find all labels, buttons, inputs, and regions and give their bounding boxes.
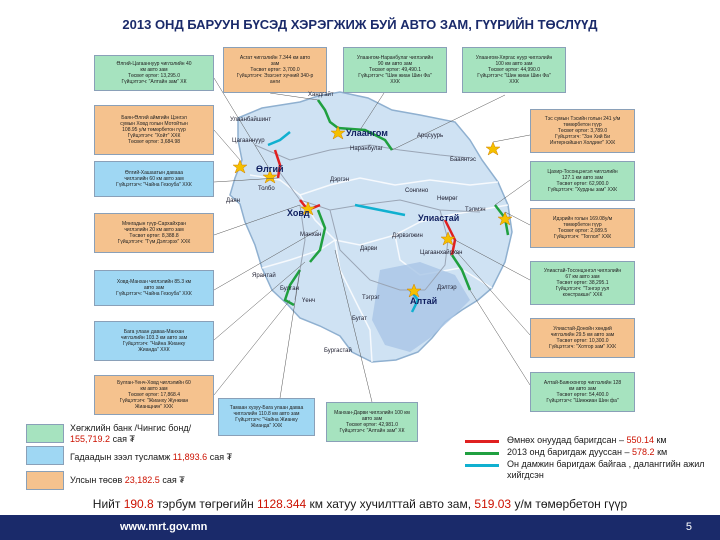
city-label: Ховд xyxy=(287,208,310,218)
place-label: Булган xyxy=(280,286,299,292)
project-box-uliastai-tosontsengel: Улиастай-Тосонцэнгэл чиглэлийн 67 км авто зам Төсвөт өртөг: 38,295.1 Гүйцэтгэгч: "Тэнгэр уул констракшн" ХХК xyxy=(530,261,635,305)
city-label: Өлгий xyxy=(256,164,284,174)
project-box-tamaan-khuzuu: Тамаан хузуу-Бага улаан даваа чиглэлийн 110.8 км авто зам Гүйцэтгэгч: "Чайна Жианку Жианда" ХХК xyxy=(218,398,315,436)
project-box-mankhan-darvi: Манхан-Дарви чиглэлийн 100 км авто зам Төсвөт өртөг: 42,981.0 Гүйцэтгэгч: "Алтайн зам" ХК xyxy=(326,402,418,442)
place-label: Хандгайт xyxy=(308,92,334,98)
place-label: Дэрвэлжин xyxy=(392,233,423,239)
place-label: Дэлтэр xyxy=(437,285,457,291)
place-label: Арцсуурь xyxy=(417,133,444,139)
project-box-altai-bayankhongor: Алтай-Баянхонгор чиглэлийн 128 км авто зам Төсвөт өртөг: 54,400.0 Гүйцэтгэгч: "Шинжиан Шин фа" xyxy=(530,372,635,412)
project-box-khovd-mankhan: Ховд-Манхан чиглэлийн 85.3 км авто зам Гүйцэтгэгч: "Чайна Гезоуба" ХХК xyxy=(94,270,214,306)
project-box-motoit-bridge: Баян-Өлгий аймгийн Цэнгэл сумын Ховд голын Мотойтын 108.95 у/м төмөрбетон гүүр Гүйцэтгэгч: "Хойт" ХХК Төсвөт өртөг: 3,684.98 xyxy=(94,105,214,155)
project-box-asgat: Асгат чиглэлийн 7.344 км авто зам Төсвөт өртөг: 3,700.0 Гүйцэтгэгч: Эзэгэнт хүчний 340-р анги xyxy=(223,47,327,93)
place-label: Бугат xyxy=(352,316,367,322)
place-label: Сонгино xyxy=(405,188,429,194)
place-label: Бааянтэс xyxy=(450,157,476,163)
project-box-ulaangom-khyargas: Улаангом-Хяргас нуур чиглэлийн 100 км авто зам Төсвөт өртөг: 44,990.0 Гүйцэтгэгч: "Шин жиан Шин Фа" ХХК xyxy=(462,47,566,93)
place-label: Тэлмэн xyxy=(465,207,486,213)
page-number: 5 xyxy=(685,521,692,533)
place-label: Тэгрэг xyxy=(362,295,380,301)
project-box-bulgan-uench-khovd: Булган-Үенч-Ховд чиглэлийн 60 км авто зам Төсвөт өртөг: 17,868.4 Гүйцэтгэгч: "Жианху Жункиан Жианщнин" ХХК xyxy=(94,375,214,415)
page-title: 2013 ОНД БАРУУН БҮСЭД ХЭРЭГЖИЖ БУЙ АВТО ЗАМ, ГҮҮРИЙН ТӨСЛҮҮД xyxy=(122,17,598,32)
place-label: Манхан xyxy=(300,232,322,238)
project-box-tes-bridge: Тэс сумын Тэсийн голын 241 у/м төмөрбетон гүүр Төсвөт өртөг: 3,789.0 Гүйцэтгэгч: "Зэн Хий Би Интернэйшнл Холдинг" ХХК xyxy=(530,109,635,153)
place-label: Толбо xyxy=(258,186,275,192)
summary-line: Нийт 190.8 тэрбум төгрөгийн 1128.344 км хатуу хучилттай авто зам, 519.03 у/м төмөрбетон гүүр xyxy=(92,497,628,511)
project-box-ulgii-khashaat: Өлгий-Хашаатын давааа чиглэлийн 60 км авто зам Гүйцэтгэгч: "Чайна Гезоуба" ХХК xyxy=(94,161,214,197)
place-label: Наранбулаг xyxy=(350,146,383,152)
footer-url[interactable]: www.mrt.gov.mn xyxy=(120,521,208,533)
project-box-ulgii-tsagaannuur: Өлгий-Цагааннуур чиглэлийн 40 км авто зам Төсвөт өртөг: 13,295.0 Гүйцэтгэгч: "Алтайн зам" ХК xyxy=(94,55,214,91)
city-label: Улаангом xyxy=(346,128,388,138)
place-label: Бургастай xyxy=(324,348,352,354)
project-box-ider-bridge: Идэрийн голын 169.08у/м төмөрбетон гүүр Төсвөт өртөг: 2,089.5 Гүйцэтгэгч: "Тоглол" ХХК xyxy=(530,208,635,248)
legend-line-red-text: Өмнөх онуудад баригдсан – 550.14 км xyxy=(507,435,667,445)
place-label: Үенч xyxy=(302,298,316,304)
footer-bar xyxy=(0,515,720,540)
project-box-tsakhir-tosontsengel: Цахир-Тосонцэнгэл чиглэлийн 127.1 км авто зам Төсвөт өртөг: 62,900.0 Гүйцэтгэгч: "Хурдны зам" ХХК xyxy=(530,161,635,201)
place-label: Даян xyxy=(226,198,240,204)
legend-swatch-orange xyxy=(26,471,64,490)
place-label: Дэргэн xyxy=(330,177,350,183)
place-label: Цагааннуур xyxy=(232,138,265,144)
legend-line-cyan-text: Он дамжин баригдаж байгаа , даланггийн ажил хийгдсэн xyxy=(507,459,705,480)
place-label: Цагаанхайрхан xyxy=(420,250,463,256)
legend-green-text: Хөгжлийн банк /Чингис бонд/ 155,719.2 сая ₮ xyxy=(70,423,192,444)
city-label: Алтай xyxy=(410,296,438,306)
place-label: Нөмрөг xyxy=(437,196,458,202)
project-box-myangad: Мянгадын гүүр-Сархайхран чиглэлийн 20 км авто зам Төсвөт өртөг: 8,388.8 Гүйцэтгэгч: "Гүм Дэлгэрэх" ХХК xyxy=(94,213,214,253)
legend-line-red xyxy=(465,440,499,443)
legend-swatch-green xyxy=(26,424,64,443)
legend-line-green xyxy=(465,452,499,455)
legend-orange-text: Улсын төсөв 23,182.5 сая ₮ xyxy=(70,475,185,485)
place-label: Дарви xyxy=(360,246,378,252)
legend-swatch-blue xyxy=(26,446,64,465)
legend-line-cyan xyxy=(465,464,499,467)
legend-blue-text: Гадаадын зээл тусламж 11,893.6 сая ₮ xyxy=(70,452,233,462)
project-box-baga-ulaan-davaa: Бага улаан даваа-Манхан чиглэлийн 103.3 км авто зам Гүйцэтгэгч: "Чайна Жианку Жианда" ХХК xyxy=(94,321,214,361)
star-tes xyxy=(486,142,500,155)
project-box-ulaangom-naranbulag: Улаангом-Наранбулаг чиглэлийн 90 км авто зам Төсвөт өртөг: 49,490.1 Гүйцэтгэгч: "Шин жиан Шин Фа" ХХК xyxy=(343,47,447,93)
place-label: Улаанбайшинт xyxy=(230,117,272,123)
project-box-uliastai-donoi: Улиастай-Донойн хөндий чиглэлийн 29.5 км авто зам Төсвөт өртөг: 10,300.0 Гүйцэтгэгч: "Хотгор зам" ХХК xyxy=(530,318,635,358)
place-label: Ярантай xyxy=(252,273,276,279)
city-label: Улиастай xyxy=(418,213,460,223)
legend-line-green-text: 2013 онд баригдаж дууссан – 578.2 км xyxy=(507,447,668,457)
